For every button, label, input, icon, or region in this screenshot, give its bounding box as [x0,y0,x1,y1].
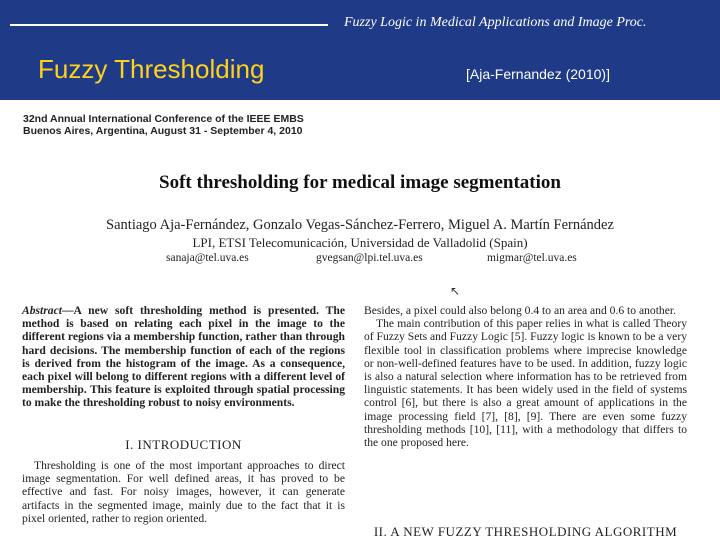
section-heading-introduction: I. INTRODUCTION [125,437,242,452]
slide-header [0,0,720,100]
abstract [22,304,345,410]
paper-affiliation: LPI, ETSI Telecomunicación, Universidad de Valladolid (Spain) [192,235,528,250]
author-email: sanaja@tel.uva.es [166,252,249,264]
paper-authors: Santiago Aja-Fernández, Gonzalo Vegas-Sánchez-Ferrero, Miguel A. Martín Fernández [106,217,614,233]
citation: [Aja-Fernandez (2010)] [466,66,610,82]
section-heading-algorithm: II. A NEW FUZZY THRESHOLDING ALGORITHM [373,524,678,539]
course-title: Fuzzy Logic in Medical Applications and Image Proc. [344,15,647,30]
conference-name: 32nd Annual International Conference of the IEEE EMBS [23,113,304,125]
header-divider-line [10,24,328,26]
slide-title: Fuzzy Thresholding [38,54,265,84]
right-paragraph-2: The main contribution of this paper relies in what is called Theory of Fuzzy Sets and Fuzzy Logic [5]. Fuzzy logic is known to be a very flexible tool in classification problems where imprecise knowledge or non-well-defined features have to be used. In addition, fuzzy logic is also a natural selection where information has to be retrieved from linguistic statements. It has been widely used in the field of systems control [6], but there is also a great amount of applications in the image processing field [7], [8], [9]. There are even some fuzzy thresholding methods [10], [11], with a methodology that differs to the one proposed here. [364,317,687,450]
author-email: migmar@tel.uva.es [487,252,577,264]
paper-title: Soft thresholding for medical image segmentation [159,172,561,193]
author-email: gvegsan@lpi.tel.uva.es [316,252,423,264]
introduction-text: Thresholding is one of the most important approaches to direct image segmentation. For well defined areas, it has proved to be effective and fast. For noisy images, however, it can generate artifacts in the segmented image, mainly due to the fact that it is pixel oriented, rather to region oriented. [22,459,345,525]
abstract-label: Abstract [22,304,62,317]
right-column [364,304,687,449]
mouse-cursor-icon: ↖ [450,284,461,298]
right-paragraph-1: Besides, a pixel could also belong 0.4 to an area and 0.6 to another. [364,304,676,317]
conference-location: Buenos Aires, Argentina, August 31 - September 4, 2010 [23,125,303,137]
conference-info [23,113,304,137]
abstract-text: —A new soft thresholding method is presented. The method is based on relating each pixel in the image to the different regions via a membership function, rather than through hard decisions. The membership function of each of the regions is derived from the histogram of the image. As a consequence, each pixel will belong to different regions with a different level of membership. This feature is exploited through spatial processing to make the thresholding robust to noisy environments. [22,304,345,410]
